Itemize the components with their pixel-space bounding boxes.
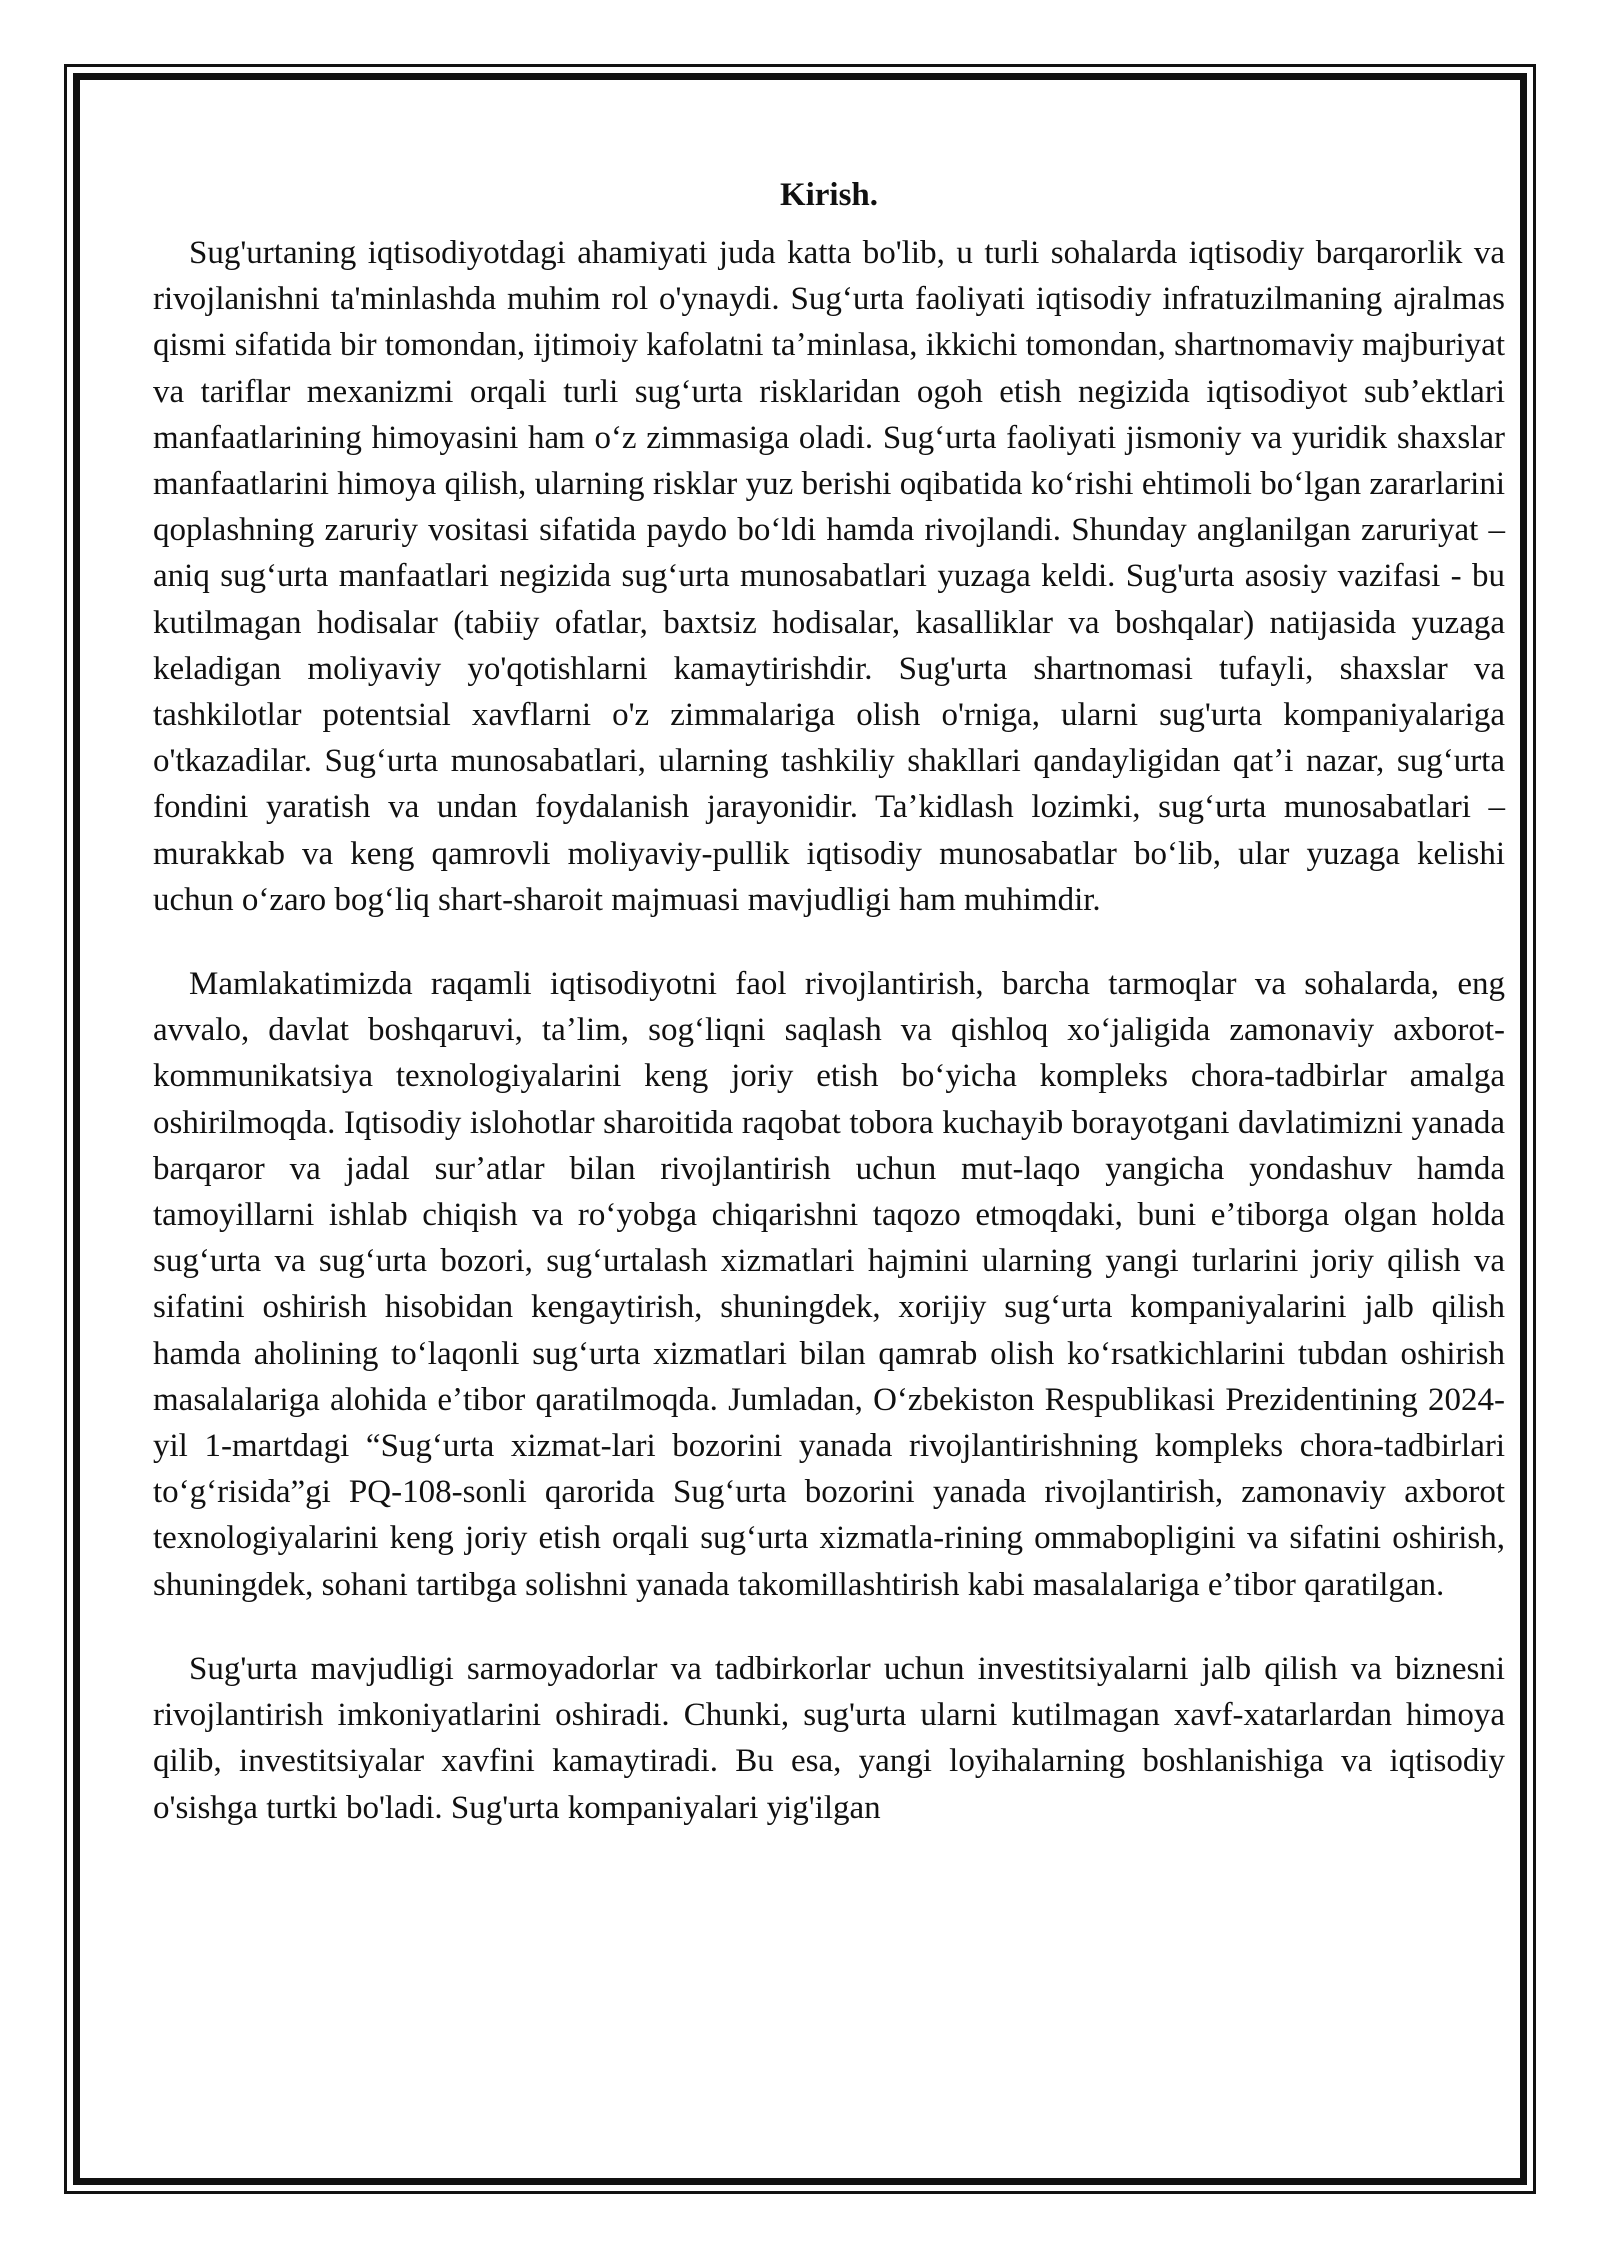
document-body [153, 172, 1505, 1831]
page-title: Kirish. [779, 177, 879, 213]
paragraph-3: Sug'urta mavjudligi sarmoyadorlar va tadbirkorlar uchun investitsiyalarni jalb qilish va biznesni rivojlantirish imkoniyatlarini oshiradi. Chunki, sug'urta ularni kutilmagan xavf-xatarlardan himoya qilib, investitsiyalar xavfini kamaytiradi. Bu esa, yangi loyihalarning boshlanishiga va iqtisodiy o'sishga turtki bo'ladi. Sug'urta kompaniyalari yig'ilgan [153, 1650, 1505, 1826]
paragraph-1: Sug'urtaning iqtisodiyotdagi ahamiyati juda katta bo'lib, u turli sohalarda iqtisodiy barqarorlik va rivojlanishni ta'minlashda muhim rol o'ynaydi. Sugʻurta faoliyati iqtisodiy infratuzilmaning ajralmas qismi sifatida bir tomondan, ijtimoiy kafolatni taʼminlasa, ikkichi tomondan, shartnomaviy majburiyat va tariflar mexanizmi orqali turli sugʻurta risklaridan ogoh etish negizida iqtisodiyot subʼektlari manfaatlarining himoyasini ham oʻz zimmasiga oladi. Sugʻurta faoliyati jismoniy va yuridik shaxslar manfaatlarini himoya qilish, ularning risklar yuz berishi oqibatida koʻrishi ehtimoli boʻlgan zararlarini qoplashning zaruriy vositasi sifatida paydo boʻldi hamda rivojlandi. Shunday anglanilgan zaruriyat – aniq sugʻurta manfaatlari negizida sugʻurta munosabatlari yuzaga keldi. Sug'urta asosiy vazifasi - bu kutilmagan hodisalar (tabiiy ofatlar, baxtsiz hodisalar, kasalliklar va boshqalar) natijasida yuzaga keladigan moliyaviy yo'qotishlarni kamaytirishdir. Sug'urta shartnomasi tufayli, shaxslar va tashkilotlar potentsial xavflarni o'z zimmalariga olish o'rniga, ularni sug'urta kompaniyalariga o'tkazadilar. Sugʻurta munosabatlari, ularning tashkiliy shakllari qandayligidan qatʼi nazar, sugʻurta fondini yaratish va undan foydalanish jarayonidir. Taʼkidlash lozimki, sugʻurta munosabatlari – murakkab va keng qamrovli moliyaviy-pullik iqtisodiy munosabatlar boʻlib, ular yuzaga kelishi uchun oʻzaro bogʻliq shart-sharoit majmuasi mavjudligi ham muhimdir. [153, 235, 1505, 918]
paragraph-2: Mamlakatimizda raqamli iqtisodiyotni faol rivojlantirish, barcha tarmoqlar va sohalarda, eng avvalo, davlat boshqaruvi, taʼlim, sogʻliqni saqlash va qishloq xoʻjaligida zamonaviy axborot-kommunikatsiya texnologiyalarini keng joriy etish boʻyicha kompleks chora-tadbirlar amalga oshirilmoqda. Iqtisodiy islohotlar sharoitida raqobat tobora kuchayib borayotgani davlatimizni yanada barqaror va jadal surʼatlar bilan rivojlantirish uchun mut-laqo yangicha yondashuv hamda tamoyillarni ishlab chiqish va roʻyobga chiqarishni taqozo etmoqdaki, buni eʼtiborga olgan holda sugʻurta va sugʻurta bozori, sugʻurtalash xizmatlari hajmini ularning yangi turlarini joriy qilish va sifatini oshirish hisobidan kengaytirish, shuningdek, xorijiy sugʻurta kompaniyalarini jalb qilish hamda aholining toʻlaqonli sugʻurta xizmatlari bilan qamrab olish koʻrsatkichlarini tubdan oshirish masalalariga alohida eʼtibor qaratilmoqda. Jumladan, Oʻzbekiston Respublikasi Prezidentining 2024-yil 1-martdagi “Sugʻurta xizmat-lari bozorini yanada rivojlantirishning kompleks chora-tadbirlari toʻgʻrisida”gi PQ-108-sonli qarorida Sugʻurta bozorini yanada rivojlantirish, zamonaviy axborot texnologiyalarini keng joriy etish orqali sugʻurta xizmatla-rining ommabopligini va sifatini oshirish, shuningdek, sohani tartibga solishni yanada takomillashtirish kabi masalalariga eʼtibor qaratilgan. [153, 966, 1505, 1603]
